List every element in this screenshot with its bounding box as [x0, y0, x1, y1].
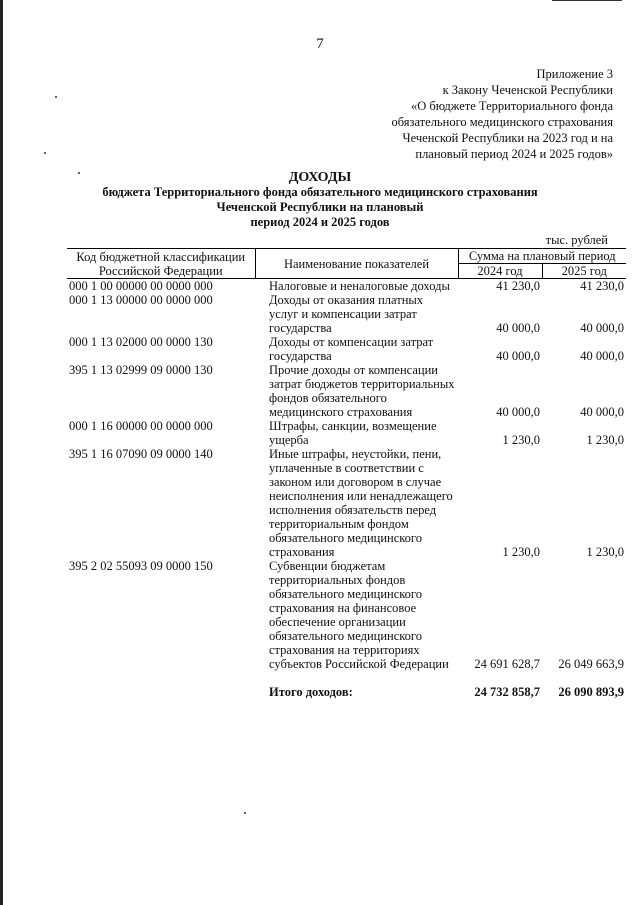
table-row — [67, 279, 626, 294]
row-value-2025: 26 049 663,9 — [558, 657, 624, 671]
scan-line — [552, 0, 622, 1]
heading-line: Чеченской Республики на плановый — [216, 200, 424, 214]
annex-line: обязательного медицинского страхования — [391, 115, 613, 129]
heading-line: бюджета Территориального фонда обязательного медицинского страхования — [102, 185, 538, 199]
row-code: 395 2 02 55093 09 0000 150 — [69, 559, 213, 573]
row-name: Доходы от компенсации затрат государства — [269, 335, 434, 363]
scan-speck — [55, 96, 57, 98]
units-label: тыс. рублей — [545, 233, 608, 247]
scan-speck — [244, 812, 246, 814]
row-code: 000 1 13 00000 00 0000 000 — [69, 293, 213, 307]
table-row — [67, 363, 626, 419]
total-label: Итого доходов: — [269, 685, 353, 699]
total-row — [67, 671, 626, 699]
page-number: 7 — [316, 36, 324, 52]
row-value-2024: 40 000,0 — [496, 349, 540, 363]
total-value-2024: 24 732 858,7 — [474, 685, 540, 699]
total-value-2025: 26 090 893,9 — [558, 685, 624, 699]
annex-line: плановый период 2024 и 2025 годов» — [415, 147, 613, 161]
annex-line: к Закону Чеченской Республики — [442, 83, 613, 97]
row-name: Штрафы, санкции, возмещение ущерба — [269, 419, 437, 447]
annex-line: Приложение 3 — [536, 67, 613, 81]
scan-speck — [44, 152, 46, 154]
row-code: 000 1 16 00000 00 0000 000 — [69, 419, 213, 433]
revenue-table — [67, 248, 626, 699]
row-name: Прочие доходы от компенсации затрат бюджетов территориальных фондов обязательного медицинского страхования — [269, 363, 455, 419]
table-row — [67, 559, 626, 671]
header-sum: Сумма на плановый период — [458, 249, 626, 264]
table-row — [67, 293, 626, 335]
document-heading — [0, 170, 640, 230]
heading-line: период 2024 и 2025 годов — [250, 215, 390, 229]
row-name: Налоговые и неналоговые доходы — [269, 279, 450, 293]
row-name: Иные штрафы, неустойки, пени, уплаченные в соответствии с законом или договором в случае неисполнения или ненадлежащего исполнения обязательств перед территориальным фондом обязательного медицинского страхования — [269, 447, 453, 559]
row-value-2024: 40 000,0 — [496, 321, 540, 335]
row-value-2025: 1 230,0 — [586, 545, 624, 559]
row-code: 395 1 13 02999 09 0000 130 — [69, 363, 213, 377]
scan-edge — [0, 0, 3, 905]
row-value-2024: 1 230,0 — [502, 545, 540, 559]
row-value-2025: 40 000,0 — [580, 349, 624, 363]
row-value-2025: 40 000,0 — [580, 405, 624, 419]
annex-line: «О бюджете Территориального фонда — [410, 99, 613, 113]
row-value-2024: 24 691 628,7 — [474, 657, 540, 671]
total-spacer — [67, 671, 255, 699]
annex-line: Чеченской Республики на 2023 год и на — [402, 131, 613, 145]
row-name: Субвенции бюджетам территориальных фондов обязательного медицинского страхования на финансовое обеспечение организации обязательного медицинского страхования на территориях субъектов Российской Федерации — [269, 559, 449, 671]
table-row — [67, 335, 626, 363]
row-value-2025: 41 230,0 — [580, 279, 624, 293]
header-name: Наименование показателей — [255, 249, 458, 279]
row-code: 000 1 13 02000 00 0000 130 — [69, 335, 213, 349]
row-code: 000 1 00 00000 00 0000 000 — [69, 279, 213, 293]
row-value-2024: 40 000,0 — [496, 405, 540, 419]
row-value-2024: 1 230,0 — [502, 433, 540, 447]
table-row — [67, 447, 626, 559]
row-code: 395 1 16 07090 09 0000 140 — [69, 447, 213, 461]
header-2025: 2025 год — [542, 264, 626, 279]
header-code: Код бюджетной классификации Российской Федерации — [67, 249, 255, 279]
row-value-2024: 41 230,0 — [496, 279, 540, 293]
row-value-2025: 1 230,0 — [586, 433, 624, 447]
header-2024: 2024 год — [458, 264, 542, 279]
row-name: Доходы от оказания платных услуг и компенсации затрат государства — [269, 293, 424, 335]
row-value-2025: 40 000,0 — [580, 321, 624, 335]
heading-title: ДОХОДЫ — [288, 170, 352, 185]
annex-block — [391, 66, 613, 162]
table-row — [67, 419, 626, 447]
